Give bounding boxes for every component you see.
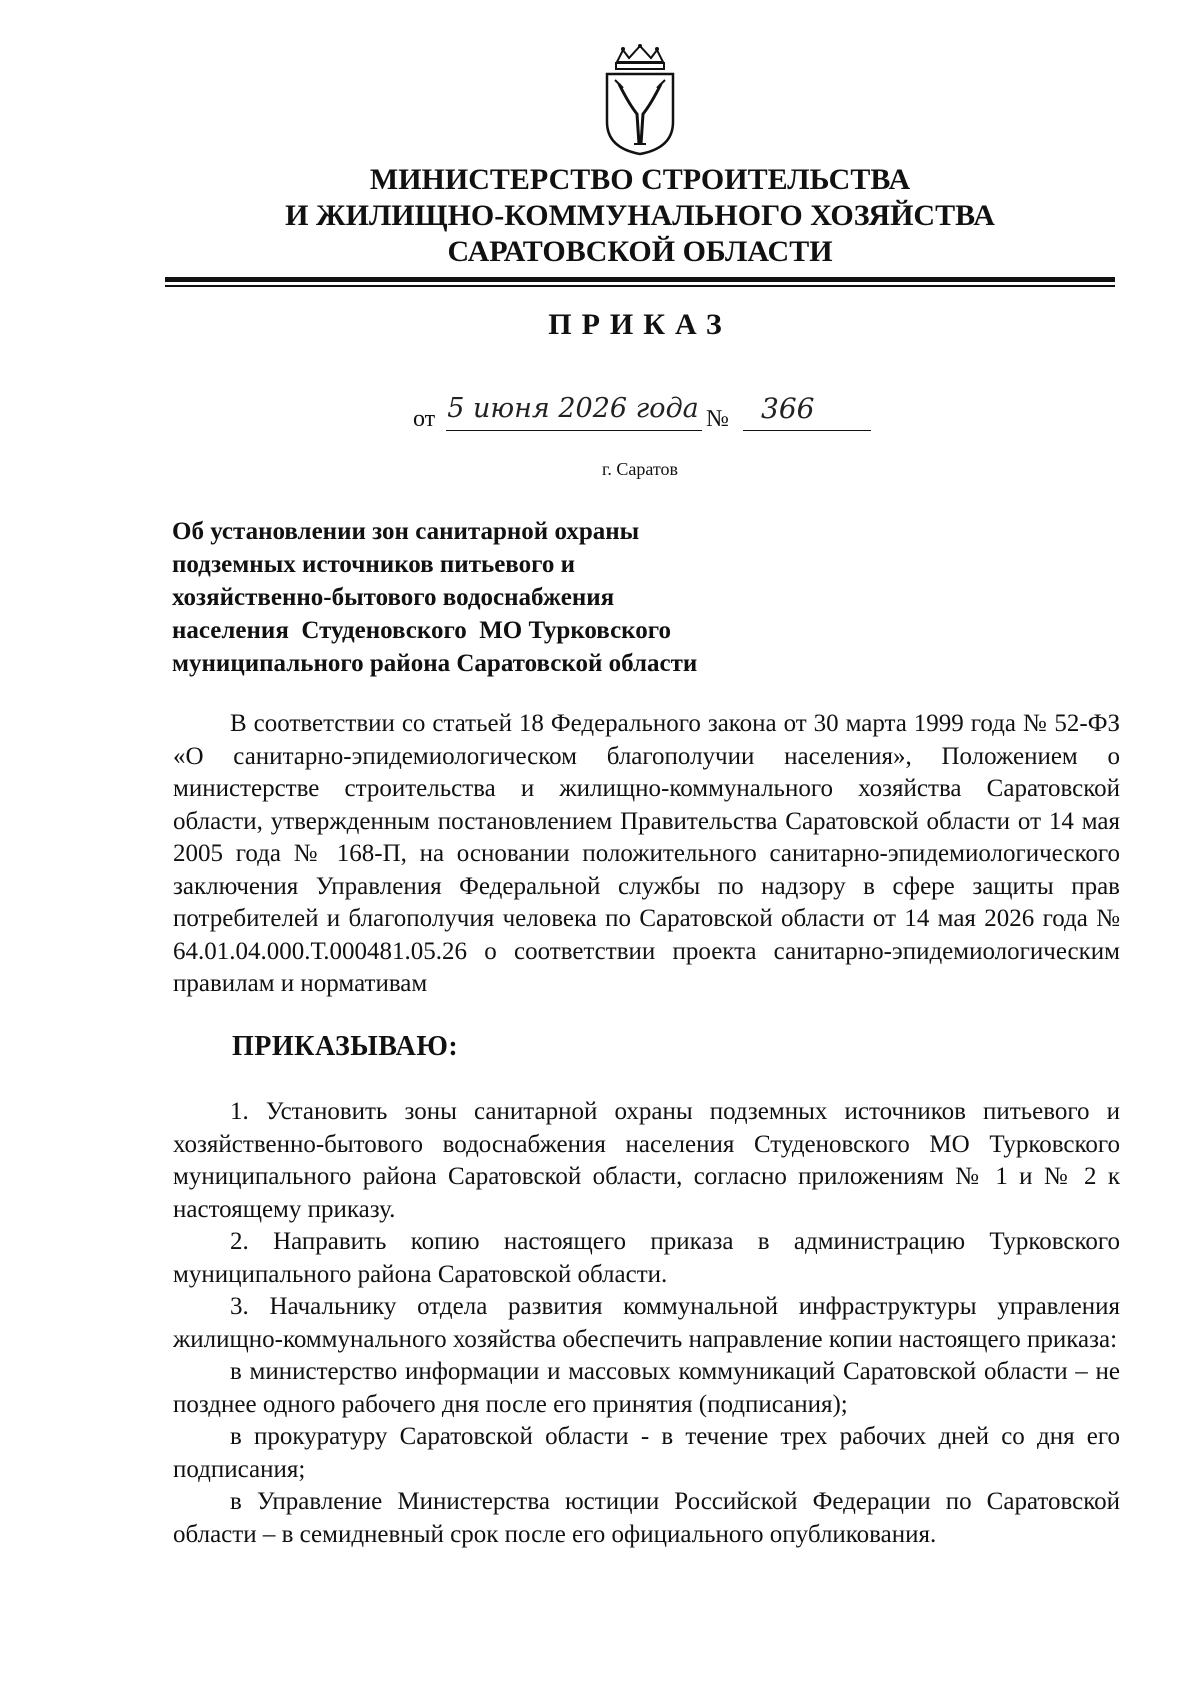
subject-line: муниципального района Саратовской области [172, 650, 698, 677]
order-item-3-recipient: в Управление Министерства юстиции Российской Федерации по Саратовской области – в семидневный срок после его официального опубликования. [173, 1488, 1120, 1548]
order-items [173, 1096, 1120, 1551]
order-item-3-recipient: в министерство информации и массовых коммуникаций Саратовской области – не позднее одного рабочего дня после его принятия (подписания); [173, 1358, 1120, 1418]
ministry-name-line1: МИНИСТЕРСТВО СТРОИТЕЛЬСТВА [369, 163, 911, 196]
decree-word: ПРИКАЗЫВАЮ: [232, 1031, 459, 1062]
ministry-name-line2: И ЖИЛИЩНО-КОММУНАЛЬНОГО ХОЗЯЙСТВА [285, 199, 995, 232]
saratov-coat-of-arms-icon [601, 44, 679, 156]
subject-line: Об установлении зон санитарной охраны [172, 518, 640, 545]
handwritten-date: 5 июня 2026 года [447, 393, 699, 424]
order-item-3: 3. Начальнику отдела развития коммунальной инфраструктуры управления жилищно-коммунального хозяйства обеспечить направление копии настоящего приказа: [173, 1293, 1120, 1353]
order-subject [172, 515, 872, 680]
handwritten-order-number: 366 [761, 392, 815, 425]
ministry-name [150, 162, 1130, 270]
order-item-1: 1. Установить зоны санитарной охраны подземных источников питьевого и хозяйственно-бытового водоснабжения населения Студеновского МО Турковского муниципального района Саратовской области, согласно приложениям № 1 и № 2 к настоящему приказу. [173, 1098, 1120, 1223]
order-item-3-recipient: в прокуратуру Саратовской области - в течение трех рабочих дней со дня его подписания; [173, 1423, 1120, 1483]
header-rule-thick [165, 277, 1115, 282]
preamble-paragraph: В соответствии со статьей 18 Федерального закона от 30 марта 1999 года № 52-ФЗ «О санитарно-эпидемиологическом благополучии населения», Положением о министерстве строительства и жилищно-коммунального хозяйства Саратовской области, утвержденным постановлением Правительства Саратовской области от 14 мая 2005 года № 168-П, на основании положительного санитарно-эпидемиологического заключения Управления Федеральной службы по надзору в сфере защиты прав потребителей и благополучия человека по Саратовской области от 14 мая 2026 года № 64.01.04.000.Т.000481.05.26 о соответствии проекта санитарно-эпидемиологическим правилам и нормативам [173, 710, 1120, 997]
document-type-title: ПРИКАЗ [548, 308, 732, 341]
subject-line: хозяйственно-бытового водоснабжения [172, 584, 615, 611]
preamble-section [173, 708, 1120, 1001]
date-prefix-label: от [413, 406, 436, 432]
date-underline [446, 430, 702, 431]
header-rule-thin [165, 285, 1115, 287]
number-sign-label: № [706, 406, 729, 432]
subject-line: населения Студеновского МО Турковского [172, 617, 671, 644]
number-underline [743, 430, 871, 431]
order-item-2: 2. Направить копию настоящего приказа в администрацию Турковского муниципального района Саратовской области. [173, 1228, 1120, 1288]
ministry-name-line3: САРАТОВСКОЙ ОБЛАСТИ [447, 235, 833, 268]
subject-line: подземных источников питьевого и [172, 551, 576, 578]
city-label: г. Саратов [602, 459, 678, 479]
